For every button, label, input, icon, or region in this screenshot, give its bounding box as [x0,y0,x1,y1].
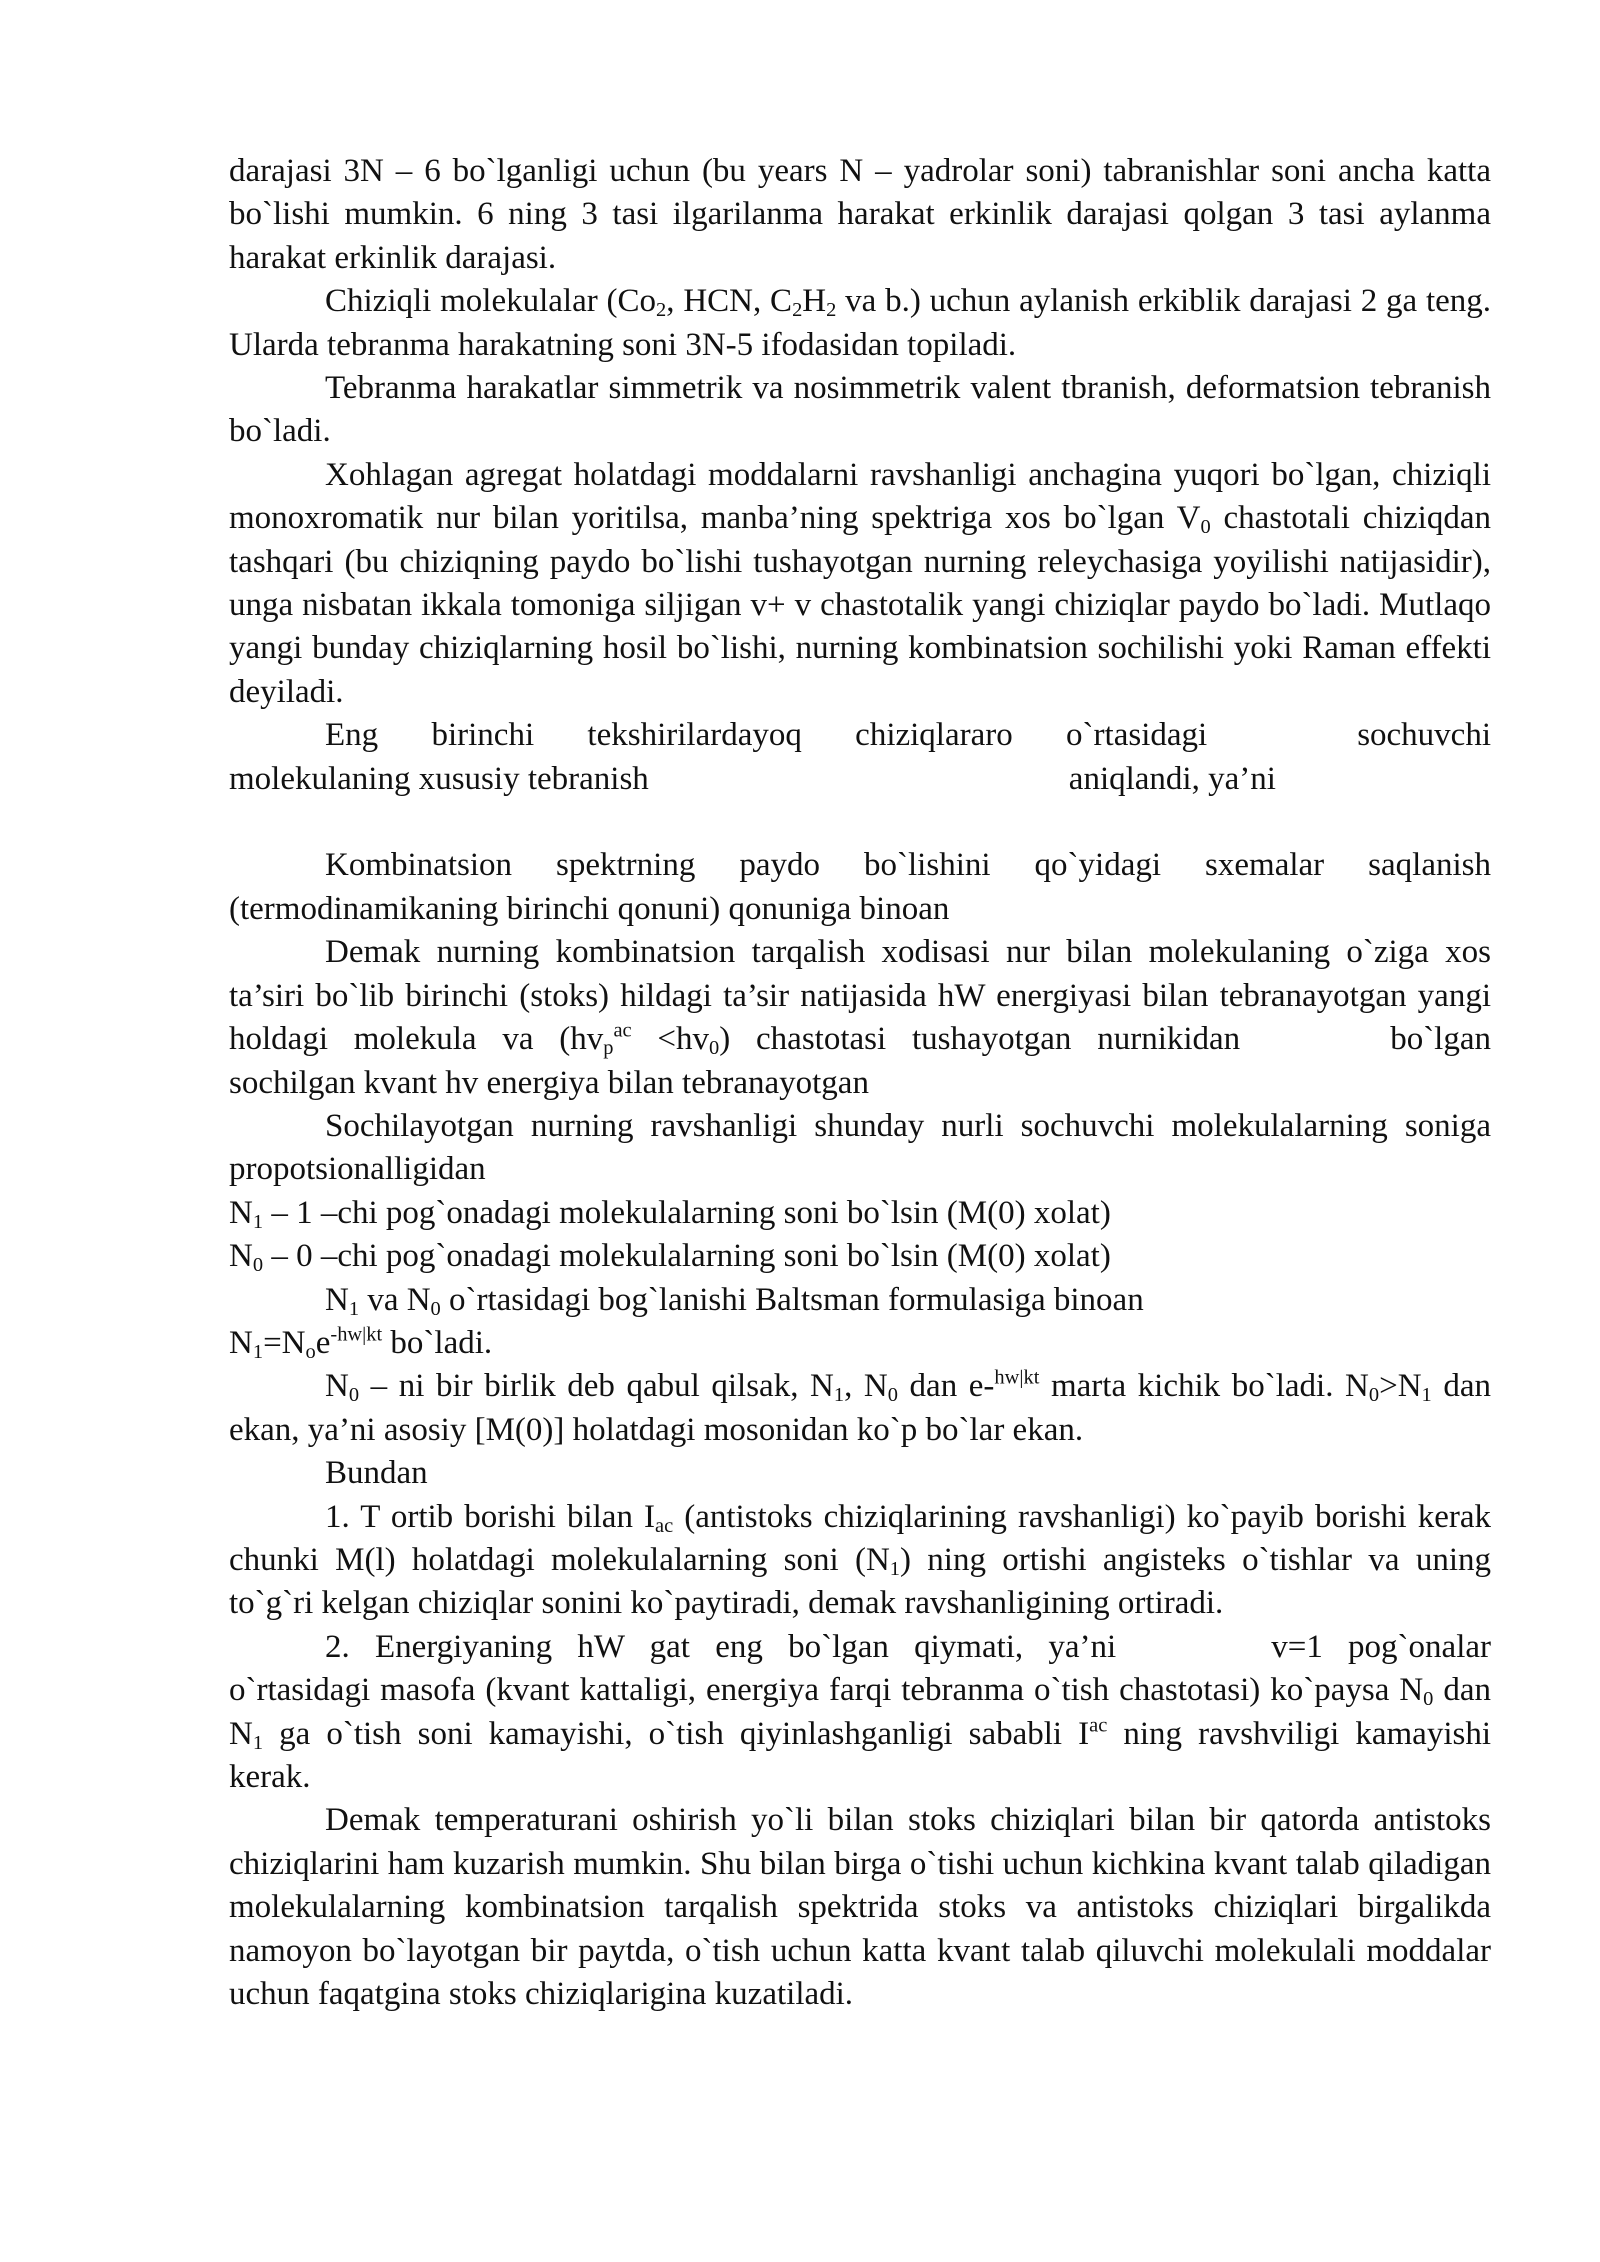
text: marta kichik bo`ladi. N [1039,1368,1369,1405]
text: N [325,1368,349,1405]
text: N [229,1194,253,1231]
paragraph-vibrations [229,367,1491,454]
superscript: ac [1089,1714,1108,1737]
paragraph-linear-molecules [229,280,1491,367]
subscript: 1 [833,1384,845,1407]
blank-line [229,801,1491,844]
document-page [229,150,1491,2016]
text: 2. Energiyaning hW gat eng bo`lgan qiymati, ya’ni [325,1628,1117,1665]
text: Eng birinchi tekshirilardayoq chiziqlararo o`rtasidagi [325,717,1208,754]
text: – 1 –chi pog`onadagi molekulalarning soni bo`lsin (M(0) xolat) [263,1194,1111,1231]
subscript: 0 [1423,1688,1434,1711]
text: dan e- [897,1368,995,1405]
text: H [802,283,827,320]
superscript: -hw|kt [330,1323,383,1346]
subscript: 0 [348,1384,360,1407]
paragraph-n0-unit [229,1365,1491,1452]
text: 1. T ortib borishi bilan I [325,1498,655,1535]
text: – ni bir birlik deb qabul qilsak, N [359,1368,834,1405]
text: bo`ladi. [382,1324,493,1361]
text: e [315,1324,331,1361]
text: N [229,1324,253,1361]
subscript: 1 [889,1558,900,1581]
subscript: 1 [1421,1384,1432,1407]
paragraph-first-research [229,714,1491,801]
paragraph-brightness [229,1105,1491,1192]
text: , N [844,1368,888,1405]
subscript: 1 [252,1210,264,1233]
paragraph-raman-effect [229,454,1491,714]
text: Sochilayotgan nurning ravshanligi shunday nurli sochuvchi molekulalarning soniga propotsionalligidan [229,1107,1491,1188]
text: v=1 pog`onalar o`rtasidagi masofa (kvant kattaligi, energiya farqi tebranma o`tish chastotasi) ko`paysa N [229,1628,1491,1709]
subscript: o [305,1341,316,1364]
superscript: hw|kt [994,1367,1040,1390]
paragraph-bundan [229,1452,1491,1495]
subscript: 2 [792,299,803,322]
subscript: p [603,1037,614,1060]
text: Kombinatsion spektrning paydo bo`lishini qo`yidagi sxemalar saqlanish (termodinamikaning birinchi qonuni) qonuniga binoan [229,847,1491,927]
superscript: ac [613,1019,632,1042]
subscript: 1 [348,1297,360,1320]
text: Demak temperaturani oshirish yo`li bilan stoks chiziqlari bilan bir qatorda antistoks chiziqlarini ham kuzarish mumkin. Shu bilan birga o`tishi uchun kichkina kvant talab qiladigan molekulalarning kombinatsion tarqalish spektrida stoks va antistoks chiziqlari birgalikda namoyon bo`layotgan bir paytda, o`tish uchun katta kvant talab qiluvchi molekulali moddalar uchun faqatgina stoks chiziqlarigina kuzatiladi. [229,1802,1491,2013]
text: >N [1379,1368,1422,1405]
paragraph-item-1 [229,1496,1491,1626]
subscript: ac [655,1514,674,1537]
text: bo`lgan sochilgan kvant hv energiya bilan tebranayotgan [229,1021,1491,1101]
paragraph-conclusion [229,1799,1491,2016]
subscript: 0 [430,1297,441,1320]
subscript: 1 [252,1341,264,1364]
text: N [229,1238,253,1275]
subscript: 0 [709,1037,720,1060]
subscript: 2 [656,299,667,322]
paragraph-1-text: darajasi 3N – 6 bo`lganligi uchun (bu years N – yadrolar soni) tabranishlar soni ancha katta bo`lishi mumkin. 6 ning 3 tasi ilgarilanma harakat erkinlik darajasi qolgan 3 tasi aylanma harakat erkinlik darajasi. [229,153,1491,276]
text: – 0 –chi pog`onadagi molekulalarning soni bo`lsin (M(0) xolat) [263,1238,1111,1275]
text: o`rtasidagi bog`lanishi Baltsman formulasiga binoan [440,1281,1144,1318]
text: Tebranma harakatlar simmetrik va nosimmetrik valent tbranish, deformatsion tebranish bo`ladi. [229,370,1491,450]
line-n0-definition [229,1235,1491,1278]
paragraph-1 [229,150,1491,280]
line-n1-definition [229,1192,1491,1235]
text: , HCN, C [666,283,793,320]
paragraph-combination-spectrum [229,844,1491,931]
subscript: 0 [1200,516,1211,539]
subscript: 1 [252,1731,264,1754]
text: ga o`tish soni kamayishi, o`tish qiyinlashganligi sababli I [263,1715,1090,1752]
text: ) ning ortishi angisteks o`tishlar va uning to`g`ri kelgan chiziqlar sonini ko`paytiradi, demak ravshanligining ortiradi. [229,1541,1491,1622]
text: sochuvchi molekulaning xususiy tebranish [229,717,1491,797]
text: va b.) uchun aylanish erkiblik darajasi 2 ga teng. Ularda tebranma harakatning soni 3N-5 ifodasidan topiladi. [229,283,1492,363]
text: Bundan [325,1455,428,1492]
text: <hv [631,1021,710,1058]
text: dan ekan, ya’ni asosiy [M(0)] holatdagi mosonidan ko`p bo`lar ekan. [229,1368,1491,1448]
subscript: 0 [252,1254,264,1277]
text: aniqlandi, ya’ni [1068,760,1276,797]
text: Xohlagan agregat holatdagi moddalarni ravshanligi anchagina yuqori bo`lgan, chiziqli monoxromatik nur bilan yoritilsa, manba’ning spektriga xos bo`lgan V [229,456,1491,537]
text: ) chastotasi tushayotgan nurnikidan [719,1021,1241,1058]
subscript: 0 [887,1384,898,1407]
paragraph-stokes-interaction [229,931,1491,1105]
text: dan N [229,1672,1491,1752]
line-formula [229,1322,1491,1365]
paragraph-item-2 [229,1626,1491,1800]
text: Chiziqli molekulalar (Co [325,283,657,320]
text: chastotali chiziqdan tashqari (bu chiziqning paydo bo`lishi tushayotgan nurning releychasiga yoyilishi natijasidir), unga nisbatan ikkala tomoniga siljigan v+ v chastotalik yangi chiziqlar paydo bo`ladi. Mutlaqo yangi bunday chiziqlarning hosil bo`lishi, nurning kombinatsion sochilishi yoki Raman effekti deyiladi. [229,500,1491,710]
line-boltzmann [229,1279,1491,1322]
text: Demak nurning kombinatsion tarqalish xodisasi nur bilan molekulaning o`ziga xos ta’siri bo`lib birinchi (stoks) hildagi ta’sir natijasida hW energiyasi bilan tebranayotgan yangi holdagi molekula va (hv [229,934,1491,1058]
text: (antistoks chiziqlarining ravshanligi) ko`payib borishi kerak chunki M(l) holatdagi molekulalarning soni (N [229,1498,1491,1578]
text: va N [359,1281,431,1318]
subscript: 0 [1368,1384,1380,1407]
text: N [325,1281,349,1318]
subscript: 2 [826,299,837,322]
text: ning ravshviligi kamayishi kerak. [229,1715,1491,1796]
text: =N [263,1324,306,1361]
